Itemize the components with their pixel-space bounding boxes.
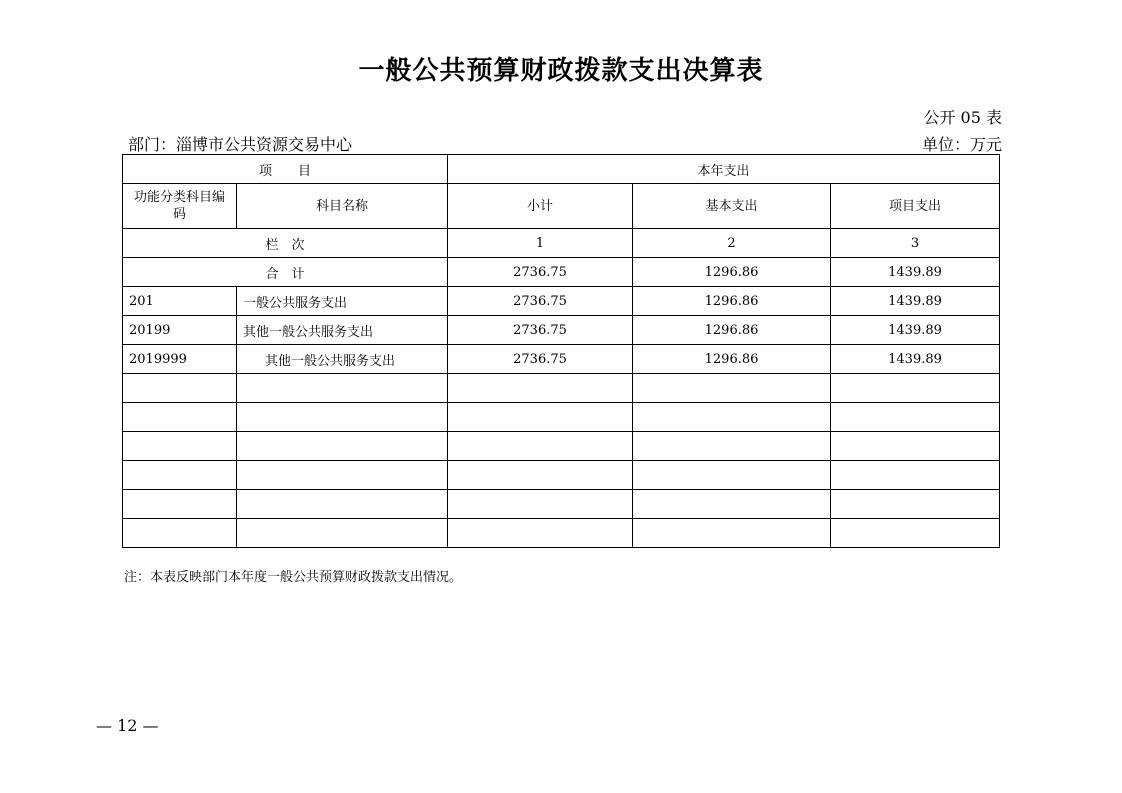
empty-cell bbox=[448, 490, 633, 519]
column-index-1: 1 bbox=[448, 229, 633, 258]
total-subtotal: 2736.75 bbox=[448, 258, 633, 287]
empty-cell bbox=[123, 519, 237, 548]
empty-row bbox=[123, 374, 1000, 403]
empty-row bbox=[123, 432, 1000, 461]
empty-cell bbox=[633, 374, 831, 403]
table-note: 注：本表反映部门本年度一般公共预算财政拨款支出情况。 bbox=[124, 570, 463, 585]
empty-cell bbox=[831, 374, 1000, 403]
empty-cell bbox=[831, 519, 1000, 548]
empty-row bbox=[123, 519, 1000, 548]
form-number: 公开 05 表 bbox=[923, 108, 1002, 127]
total-label: 合 计 bbox=[123, 258, 448, 287]
row-project: 1439.89 bbox=[831, 316, 1000, 345]
row-subtotal: 2736.75 bbox=[448, 345, 633, 374]
empty-cell bbox=[237, 403, 448, 432]
table-subheader-row bbox=[123, 184, 1000, 229]
empty-cell bbox=[237, 461, 448, 490]
total-basic: 1296.86 bbox=[633, 258, 831, 287]
empty-cell bbox=[448, 432, 633, 461]
header-func-code: 功能分类科目编码 bbox=[123, 184, 237, 229]
empty-row bbox=[123, 461, 1000, 490]
empty-cell bbox=[633, 461, 831, 490]
row-subtotal: 2736.75 bbox=[448, 316, 633, 345]
column-index-label: 栏 次 bbox=[123, 229, 448, 258]
empty-cell bbox=[123, 490, 237, 519]
empty-cell bbox=[831, 490, 1000, 519]
department-label: 部门：淄博市公共资源交易中心 bbox=[128, 135, 353, 154]
page-title: 一般公共预算财政拨款支出决算表 bbox=[358, 56, 764, 86]
empty-row bbox=[123, 490, 1000, 519]
empty-cell bbox=[448, 403, 633, 432]
header-basic: 基本支出 bbox=[633, 184, 831, 229]
total-row bbox=[123, 258, 1000, 287]
empty-cell bbox=[633, 519, 831, 548]
empty-cell bbox=[448, 519, 633, 548]
row-code: 20199 bbox=[123, 316, 237, 345]
row-basic: 1296.86 bbox=[633, 345, 831, 374]
empty-cell bbox=[123, 403, 237, 432]
empty-cell bbox=[237, 374, 448, 403]
unit-label: 单位：万元 bbox=[921, 135, 1002, 154]
row-name: 其他一般公共服务支出 bbox=[237, 316, 448, 345]
page-number: — 12 — bbox=[96, 716, 159, 735]
table-row bbox=[123, 287, 1000, 316]
header-subtotal: 小计 bbox=[448, 184, 633, 229]
row-project: 1439.89 bbox=[831, 345, 1000, 374]
column-index-3: 3 bbox=[831, 229, 1000, 258]
row-name: 其他一般公共服务支出 bbox=[237, 345, 448, 374]
row-subtotal: 2736.75 bbox=[448, 287, 633, 316]
empty-cell bbox=[237, 490, 448, 519]
header-item: 项 目 bbox=[123, 155, 448, 184]
empty-cell bbox=[633, 490, 831, 519]
header-subject-name: 科目名称 bbox=[237, 184, 448, 229]
empty-cell bbox=[123, 432, 237, 461]
empty-cell bbox=[123, 461, 237, 490]
empty-cell bbox=[831, 403, 1000, 432]
table-header-row bbox=[123, 155, 1000, 184]
column-index-row bbox=[123, 229, 1000, 258]
total-project: 1439.89 bbox=[831, 258, 1000, 287]
row-name: 一般公共服务支出 bbox=[237, 287, 448, 316]
empty-cell bbox=[448, 461, 633, 490]
empty-row bbox=[123, 403, 1000, 432]
column-index-2: 2 bbox=[633, 229, 831, 258]
row-project: 1439.89 bbox=[831, 287, 1000, 316]
row-code: 2019999 bbox=[123, 345, 237, 374]
empty-cell bbox=[123, 374, 237, 403]
empty-cell bbox=[831, 461, 1000, 490]
empty-cell bbox=[633, 432, 831, 461]
row-code: 201 bbox=[123, 287, 237, 316]
header-project: 项目支出 bbox=[831, 184, 1000, 229]
header-current-year: 本年支出 bbox=[448, 155, 1000, 184]
row-basic: 1296.86 bbox=[633, 316, 831, 345]
row-basic: 1296.86 bbox=[633, 287, 831, 316]
empty-cell bbox=[237, 519, 448, 548]
empty-cell bbox=[831, 432, 1000, 461]
table-row bbox=[123, 316, 1000, 345]
table-row bbox=[123, 345, 1000, 374]
empty-cell bbox=[633, 403, 831, 432]
empty-cell bbox=[448, 374, 633, 403]
empty-cell bbox=[237, 432, 448, 461]
budget-table bbox=[122, 154, 1000, 548]
